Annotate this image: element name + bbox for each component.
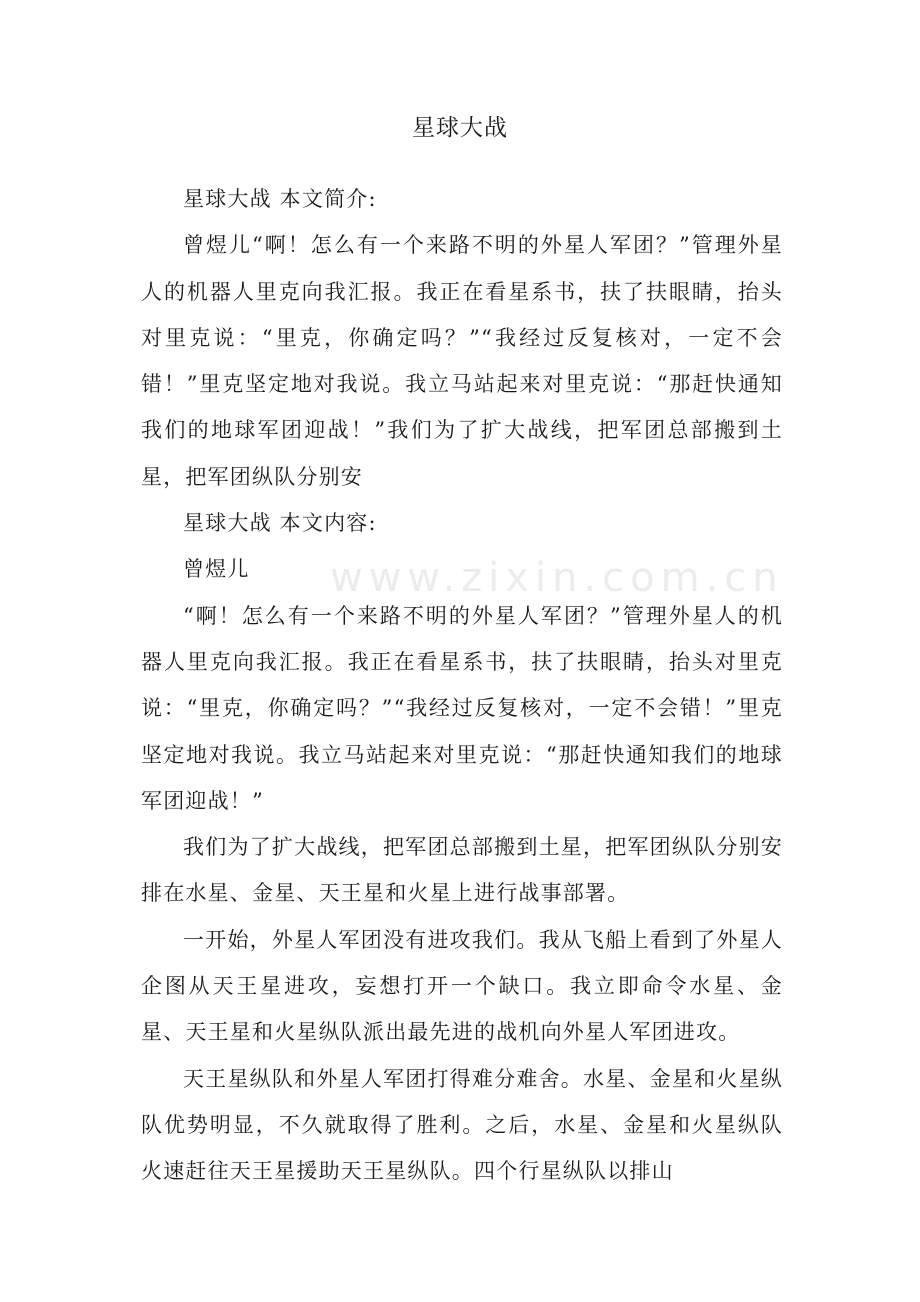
- paragraph-story-4: 天王星纵队和外星人军团打得难分难舍。水星、金星和火星纵队优势明显，不久就取得了胜利。之后，水星、金星和火星纵队火速赶往天王星援助天王星纵队。四个行星纵队以排山: [141, 1066, 783, 1184]
- paragraph-story-1: “啊！怎么有一个来路不明的外星人军团？”管理外星人的机器人里克向我汇报。我正在看星系书，扶了扶眼睛，抬头对里克说：“里克，你确定吗？”“我经过反复核对，一定不会错！”里克坚定地对我说。我立马站起来对里克说：“那赶快通知我们的地球军团迎战！”: [141, 603, 783, 813]
- document-title: 星球大战: [412, 115, 508, 141]
- paragraph-author: 曾煜儿: [183, 557, 250, 582]
- document-body: [141, 176, 783, 1195]
- paragraph-intro-heading: 星球大战 本文简介:: [183, 187, 377, 211]
- paragraph-intro-text: 曾煜儿“啊！怎么有一个来路不明的外星人军团？”管理外星人的机器人里克向我汇报。我正在看星系书，扶了扶眼睛，抬头对里克说：“里克，你确定吗？”“我经过反复核对，一定不会错！”里克坚定地对我说。我立马站起来对里克说：“那赶快通知我们的地球军团迎战！”我们为了扩大战线，把军团总部搬到土星，把军团纵队分别安: [141, 233, 783, 489]
- watermark: www.zixin.com.cn: [330, 555, 784, 601]
- paragraph-content-heading: 星球大战 本文内容:: [183, 511, 377, 536]
- paragraph-story-2: 我们为了扩大战线，把军团总部搬到土星，把军团纵队分别安排在水星、金星、天王星和火星上进行战事部署。: [141, 835, 783, 906]
- paragraph-story-3: 一开始，外星人军团没有进攻我们。我从飞船上看到了外星人企图从天王星进攻，妄想打开一个缺口。我立即命令水星、金星、天王星和火星纵队派出最先进的战机向外星人军团进攻。: [141, 927, 783, 1045]
